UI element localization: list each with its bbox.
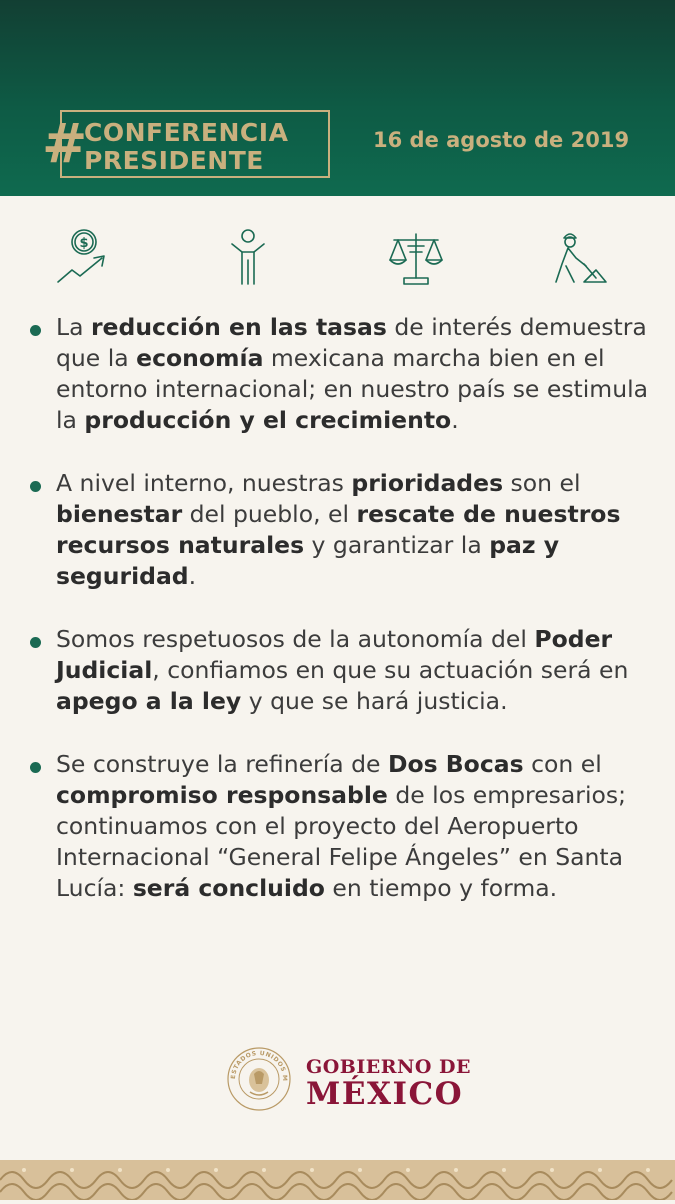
bullet-item-4 [30, 749, 660, 904]
bullet-text: Somos respetuosos de la autonomía del Poder Judicial, confiamos en que su actuación será en apego a la ley y que se hará justicia. [56, 625, 629, 715]
government-line2: MÉXICO [306, 1076, 464, 1112]
decorative-border [0, 1160, 675, 1200]
government-line1: GOBIERNO DE [306, 1056, 471, 1078]
svg-text:$: $ [79, 236, 89, 251]
icon-row [50, 226, 630, 292]
seal-text: ESTADOS UNIDOS M [229, 1049, 289, 1082]
conference-date: 16 de agosto de 2019 [373, 128, 630, 152]
bullet-list [30, 312, 660, 936]
money-growth-icon [54, 226, 118, 290]
bullet-text: Se construye la refinería de Dos Bocas con el compromiso responsable de los empresarios; continuamos con el proyecto del Aeropuerto Internacional “General Felipe Ángeles” en Santa Lucía: será concluido en tiempo y forma. [56, 750, 627, 902]
bullet-dot [30, 637, 41, 648]
national-seal-icon [226, 1046, 292, 1112]
justice-scale-icon [384, 226, 448, 290]
conference-badge [42, 110, 330, 178]
bullet-text: La reducción en las tasas de interés demuestra que la economía mexicana marcha bien en el entorno internacional; en nuestro país se estimula la producción y el crecimiento. [56, 313, 649, 434]
hashtag-symbol: # [42, 112, 88, 175]
badge-title-line2: PRESIDENTE [84, 146, 264, 175]
bullet-dot [30, 325, 41, 336]
bullet-item-2 [30, 468, 660, 592]
person-icon [216, 226, 280, 290]
bullet-dot [30, 481, 41, 492]
bullet-item-3 [30, 624, 660, 717]
worker-icon [544, 226, 608, 290]
government-logo [226, 1046, 486, 1112]
bullet-item-1 [30, 312, 660, 436]
header-banner [0, 0, 675, 196]
bullet-dot [30, 762, 41, 773]
badge-title-line1: CONFERENCIA [84, 118, 289, 147]
bullet-text: A nivel interno, nuestras prioridades son el bienestar del pueblo, el rescate de nuestros recursos naturales y garantizar la paz y seguridad. [56, 469, 621, 590]
ornamental-pattern-icon [0, 1160, 675, 1200]
